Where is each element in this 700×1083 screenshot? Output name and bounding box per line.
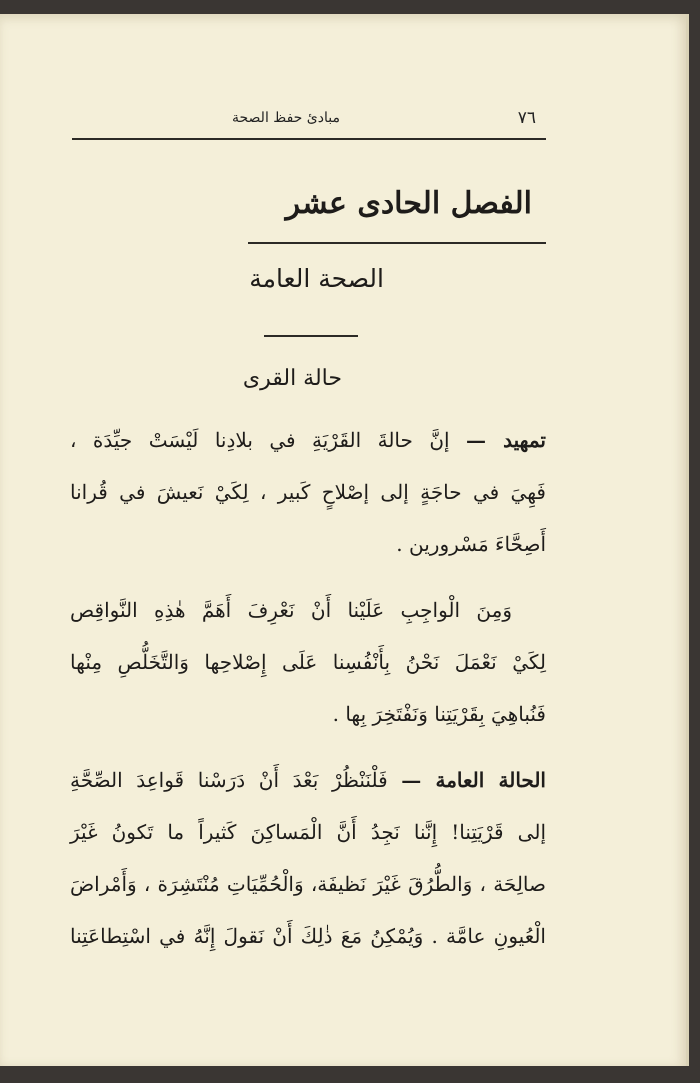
paragraph-line xyxy=(70,754,546,806)
running-head xyxy=(72,108,546,140)
chapter-title: الفصل الحادى عشر xyxy=(285,186,532,221)
paragraph-lead: تمهيد — xyxy=(466,428,546,452)
subsection-title: حالة القرى xyxy=(242,366,342,391)
paragraph-text: إنَّ حالةَ القَرْيَةِ في بلادِنا لَيْسَتْ جيِّدَة ، xyxy=(70,428,450,452)
body-text xyxy=(70,414,546,962)
paragraph-line: فَنُباهِيَ بِقَرْيَتِنا وَنَفْتَخِرَ بِها . xyxy=(332,702,546,726)
paragraph-line: صالِحَة ، وَالطُّرُقَ غَيْرَ نَظيفَة، وَالْحُمِّيَاتِ مُنْتَشِرَة ، وَأَمْراضَ xyxy=(70,872,546,896)
paragraph-line: لِكَيْ نَعْمَلَ نَحْنُ بِأَنْفُسِنا عَلَى إِصْلاحِها وَالتَّخَلُّصِ مِنْها xyxy=(70,650,546,674)
paragraph-text: فَلْنَنْظُرْ بَعْدَ أَنْ دَرَسْنا قَواعِدَ الصِّحَّةِ xyxy=(70,768,388,792)
section-divider xyxy=(264,335,358,337)
paragraph-line xyxy=(70,414,546,466)
book-title: مبادئ حفظ الصحة xyxy=(232,110,340,126)
paragraph-lead: الحالة العامة — xyxy=(401,768,546,792)
chapter-rule xyxy=(248,242,546,244)
page-number: ٧٦ xyxy=(517,108,536,128)
paragraph-line: وَمِنَ الْواجِبِ عَلَيْنا أَنْ نَعْرِفَ أَهَمَّ هٰذِهِ النَّواقِص xyxy=(70,598,512,622)
paragraph-line: أَصِحَّاءَ مَسْرورين . xyxy=(396,532,546,556)
paragraph-line: إلى قَرْيَتِنا! إِنَّنا نَجِدُ أَنَّ الْمَساكِنَ كَثيراً ما تَكونُ غَيْرَ xyxy=(70,820,546,844)
paragraph-gap xyxy=(70,740,546,754)
book-page xyxy=(0,14,689,1066)
paragraph-gap xyxy=(70,570,546,584)
paragraph-line: الْعُيونِ عامَّة . وَيُمْكِنُ مَعَ ذٰلِكَ أَنْ نَقولَ إِنَّهُ في اسْتِطاعَتِنا xyxy=(70,924,546,948)
paragraph-line: فَهِيَ في حاجَةٍ إلى إصْلاحٍ كَبير ، لِكَيْ نَعيشَ في قُرانا xyxy=(70,480,546,504)
section-title: الصحة العامة xyxy=(249,264,384,293)
